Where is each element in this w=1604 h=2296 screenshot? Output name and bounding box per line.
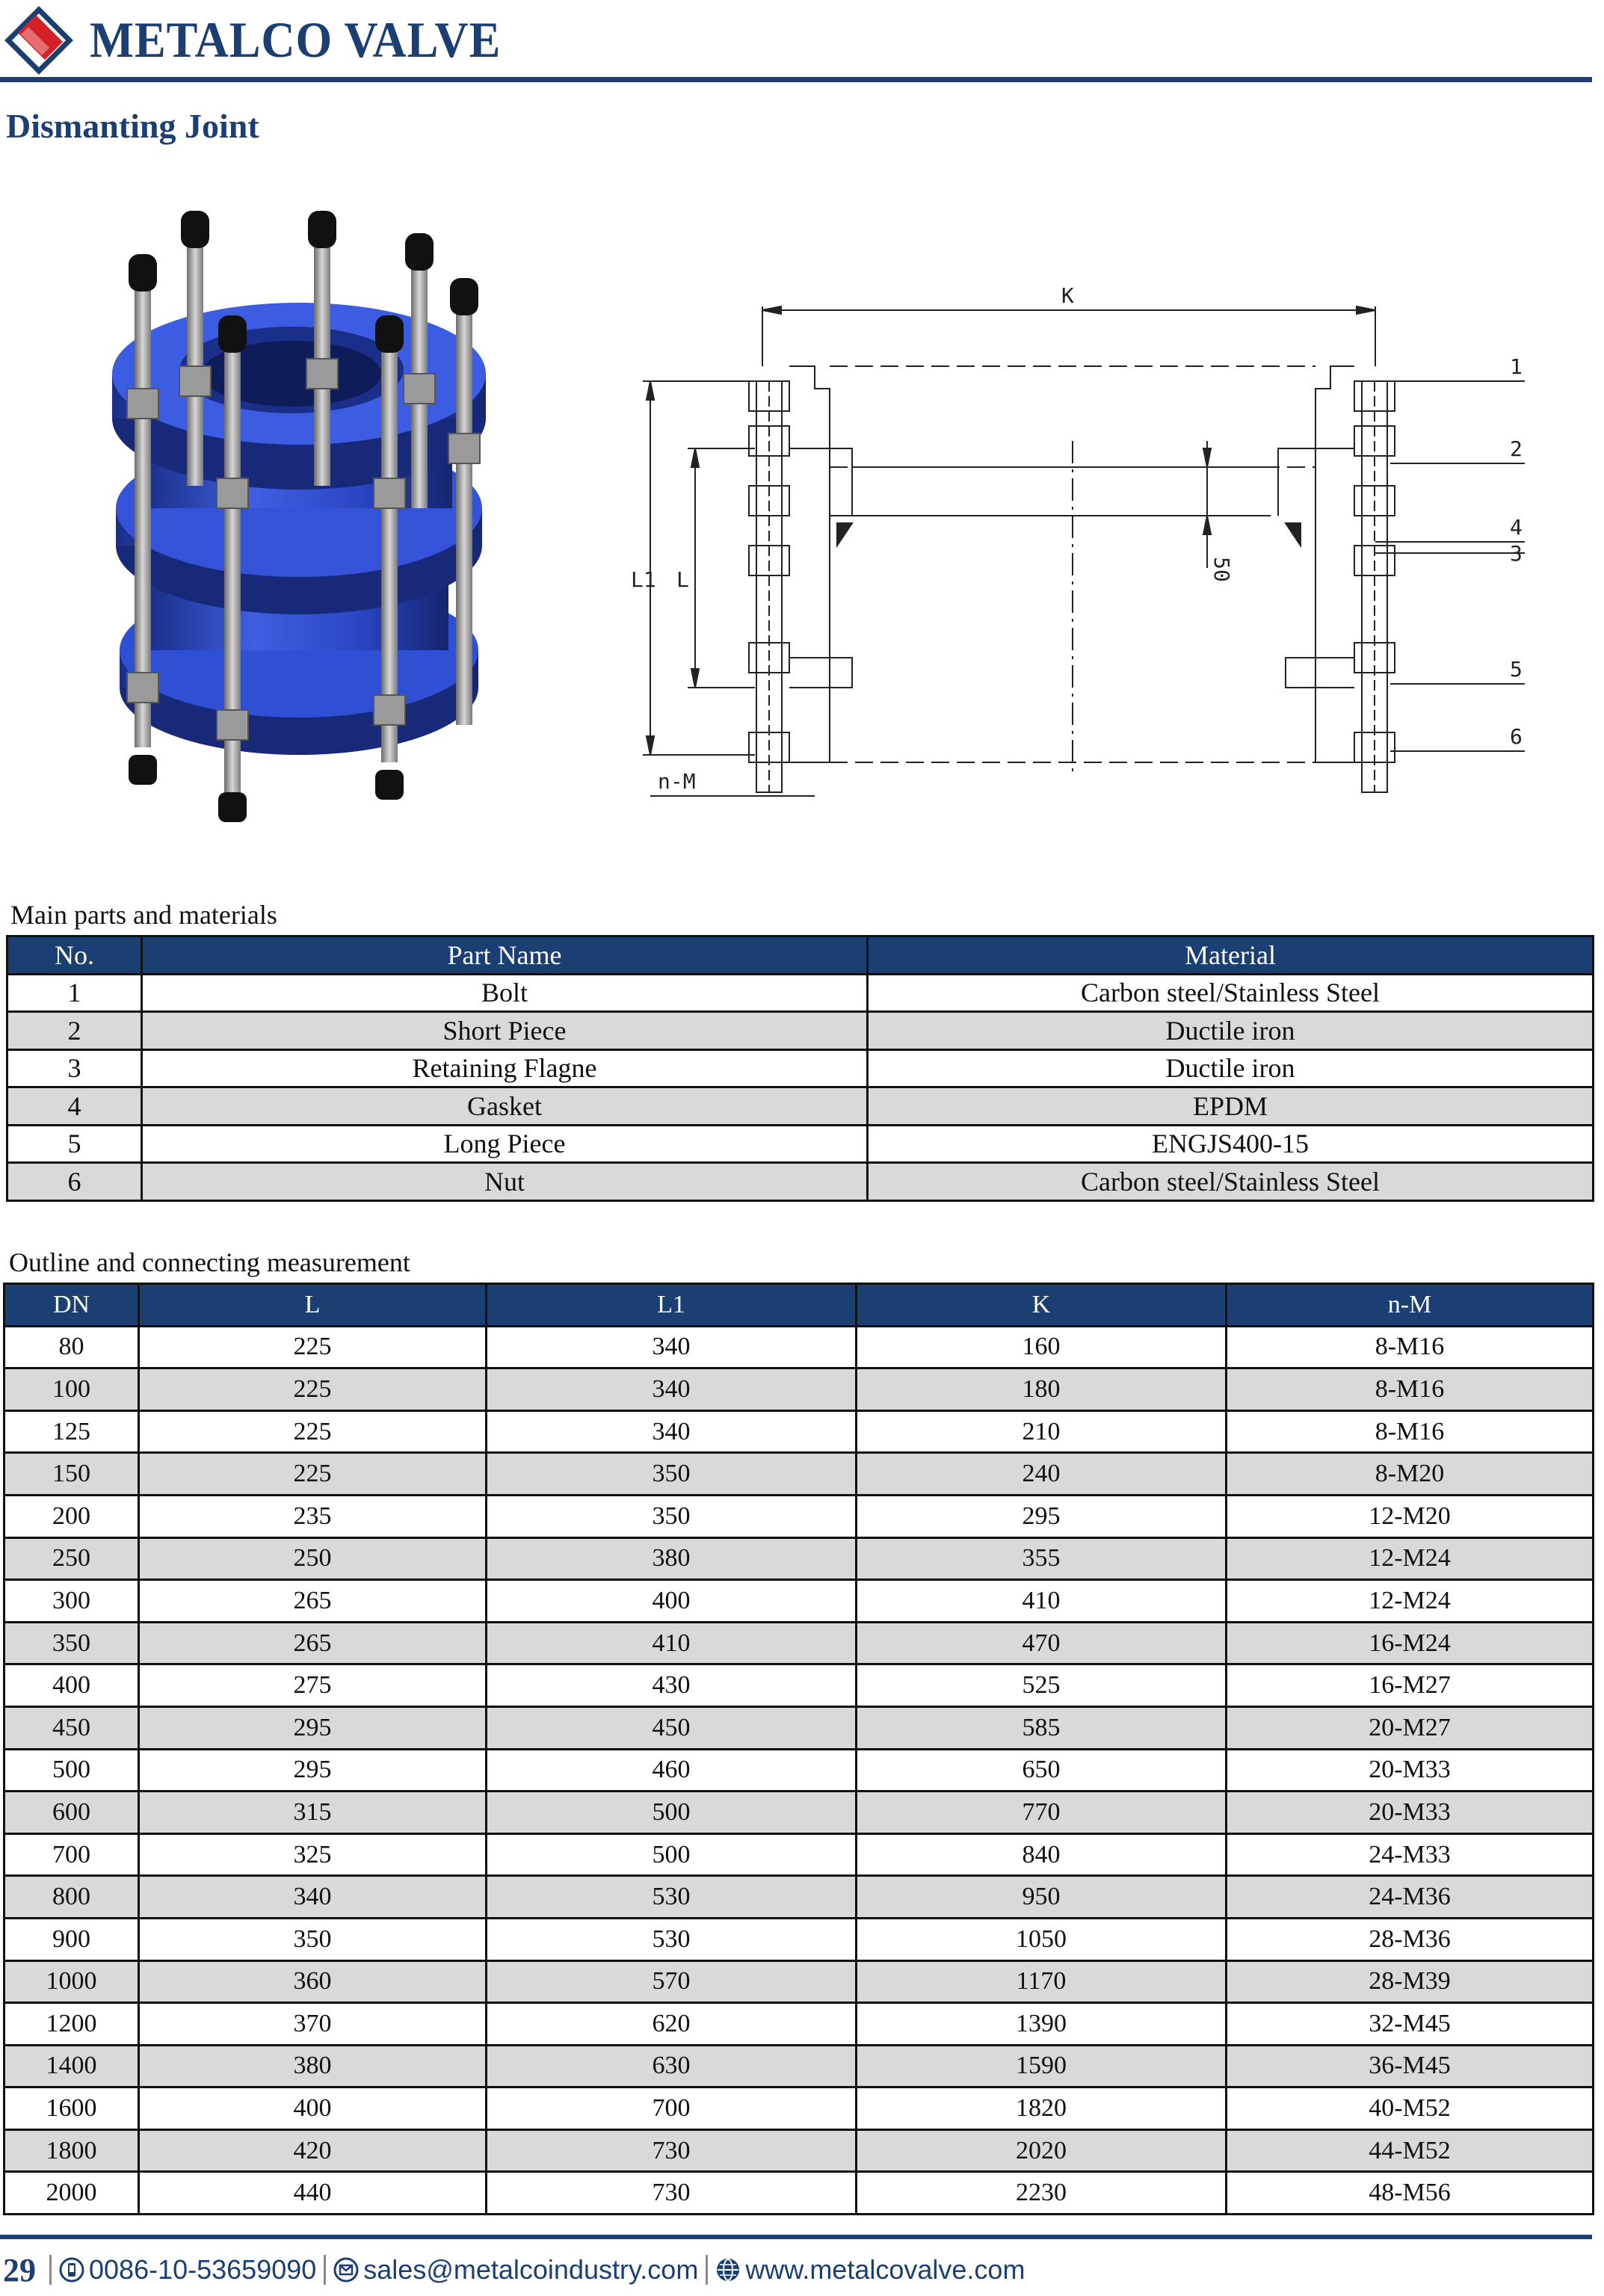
cell-l: 350 <box>139 1918 487 1960</box>
cell-material: Carbon steel/Stainless Steel <box>868 974 1594 1012</box>
cell-l1: 350 <box>487 1495 857 1537</box>
cell-l: 225 <box>139 1326 487 1368</box>
cell-l1: 410 <box>487 1622 857 1664</box>
cell-k: 950 <box>857 1876 1227 1919</box>
cell-dn: 800 <box>4 1876 139 1919</box>
callout-5: 5 <box>1510 657 1523 682</box>
cell-l: 340 <box>139 1876 487 1919</box>
cell-nm: 44-M52 <box>1227 2129 1594 2172</box>
page-footer <box>3 2250 1025 2290</box>
cell-k: 650 <box>857 1749 1227 1792</box>
cell-part-name: Retaining Flagne <box>142 1049 868 1087</box>
col-dn: DN <box>4 1284 139 1327</box>
parts-caption: Main parts and materials <box>10 900 277 930</box>
cell-nm: 40-M52 <box>1227 2087 1594 2130</box>
cell-l1: 730 <box>487 2172 857 2215</box>
label-L1: L1 <box>631 567 656 592</box>
cell-no: 5 <box>7 1125 142 1163</box>
product-photo <box>67 194 531 837</box>
cell-part-name: Gasket <box>142 1087 868 1126</box>
cell-l1: 380 <box>487 1537 857 1580</box>
cell-dn: 1200 <box>4 2003 139 2046</box>
cell-dn: 450 <box>4 1706 139 1749</box>
callout-4: 4 <box>1510 515 1523 540</box>
cell-l: 250 <box>139 1537 487 1580</box>
cell-dn: 1400 <box>4 2045 139 2087</box>
page-number: 29 <box>3 2251 36 2289</box>
cell-dn: 700 <box>4 1833 139 1876</box>
cell-nm: 32-M45 <box>1227 2003 1594 2046</box>
cell-l1: 620 <box>487 2003 857 2046</box>
table-row <box>4 2003 1594 2046</box>
cell-dn: 80 <box>4 1326 139 1368</box>
table-row <box>4 2087 1594 2130</box>
cell-l1: 630 <box>487 2045 857 2087</box>
footer-separator <box>324 2255 326 2285</box>
table-row <box>4 1918 1594 1960</box>
cell-l: 265 <box>139 1622 487 1664</box>
cell-dn: 1000 <box>4 1960 139 2003</box>
cell-nm: 20-M33 <box>1227 1749 1594 1792</box>
cell-l1: 530 <box>487 1876 857 1919</box>
footer-website[interactable]: www.metalcovalve.com <box>745 2254 1025 2285</box>
col-part-name: Part Name <box>142 936 868 975</box>
cell-dn: 2000 <box>4 2172 139 2215</box>
callout-3: 3 <box>1510 541 1523 566</box>
cell-l1: 500 <box>487 1833 857 1876</box>
page-title: Dismanting Joint <box>6 107 259 145</box>
cell-l1: 500 <box>487 1792 857 1834</box>
cell-k: 210 <box>857 1410 1227 1453</box>
diamond-logo-icon <box>3 4 75 76</box>
table-row <box>4 1749 1594 1792</box>
cell-l: 225 <box>139 1368 487 1411</box>
cell-k: 1050 <box>857 1918 1227 1960</box>
cell-dn: 125 <box>4 1410 139 1453</box>
cell-l1: 340 <box>487 1326 857 1368</box>
brand-name: METALCO VALVE <box>90 11 502 68</box>
cell-k: 295 <box>857 1495 1227 1537</box>
col-l1: L1 <box>487 1284 857 1327</box>
globe-icon <box>715 2257 741 2283</box>
table-row <box>4 1537 1594 1580</box>
measurement-caption: Outline and connecting measurement <box>9 1247 410 1277</box>
cell-l1: 460 <box>487 1749 857 1792</box>
callout-6: 6 <box>1510 724 1523 749</box>
table-row <box>4 2129 1594 2172</box>
cell-dn: 500 <box>4 1749 139 1792</box>
cell-l1: 350 <box>487 1453 857 1496</box>
table-row <box>4 1792 1594 1834</box>
cell-nm: 24-M33 <box>1227 1833 1594 1876</box>
col-no: No. <box>7 936 142 975</box>
table-row <box>4 1326 1594 1368</box>
cell-dn: 250 <box>4 1537 139 1580</box>
cell-l1: 730 <box>487 2129 857 2172</box>
parts-header-row <box>7 936 1594 975</box>
label-stroke: 50 <box>1209 557 1234 582</box>
label-nM: n-M <box>658 769 696 794</box>
cell-nm: 16-M24 <box>1227 1622 1594 1664</box>
cell-k: 355 <box>857 1537 1227 1580</box>
cell-k: 1590 <box>857 2045 1227 2087</box>
cell-part-name: Short Piece <box>142 1012 868 1050</box>
cell-material: EPDM <box>868 1087 1594 1126</box>
cell-l: 325 <box>139 1833 487 1876</box>
cell-l: 370 <box>139 2003 487 2046</box>
measurement-table <box>3 1283 1594 2215</box>
col-material: Material <box>868 936 1594 975</box>
cell-l1: 570 <box>487 1960 857 2003</box>
cell-nm: 36-M45 <box>1227 2045 1594 2087</box>
cell-no: 6 <box>7 1163 142 1201</box>
cell-material: Ductile iron <box>868 1049 1594 1087</box>
cell-k: 240 <box>857 1453 1227 1496</box>
label-L: L <box>676 567 689 592</box>
table-row <box>4 1664 1594 1707</box>
cell-part-name: Bolt <box>142 974 868 1012</box>
cell-l: 315 <box>139 1792 487 1834</box>
cell-dn: 100 <box>4 1368 139 1411</box>
cell-dn: 200 <box>4 1495 139 1537</box>
cell-l: 265 <box>139 1580 487 1623</box>
cell-dn: 1800 <box>4 2129 139 2172</box>
cell-nm: 8-M20 <box>1227 1453 1594 1496</box>
footer-phone[interactable]: 0086-10-53659090 <box>89 2254 317 2285</box>
page-header <box>0 0 1604 84</box>
cell-dn: 350 <box>4 1622 139 1664</box>
table-row <box>7 974 1594 1012</box>
footer-separator <box>49 2255 52 2285</box>
cell-nm: 20-M27 <box>1227 1706 1594 1749</box>
col-nm: n-M <box>1227 1284 1594 1327</box>
table-row <box>7 1087 1594 1126</box>
callout-2: 2 <box>1510 436 1523 461</box>
label-K: K <box>1061 283 1074 308</box>
table-row <box>4 1368 1594 1411</box>
cell-dn: 400 <box>4 1664 139 1707</box>
cell-l: 380 <box>139 2045 487 2087</box>
table-row <box>7 1049 1594 1087</box>
cell-l1: 430 <box>487 1664 857 1707</box>
cell-l1: 340 <box>487 1368 857 1411</box>
table-row <box>4 1833 1594 1876</box>
cell-no: 2 <box>7 1012 142 1050</box>
cell-k: 585 <box>857 1706 1227 1749</box>
col-k: K <box>857 1284 1227 1327</box>
cell-no: 4 <box>7 1087 142 1126</box>
table-row <box>7 1163 1594 1201</box>
cell-dn: 1600 <box>4 2087 139 2130</box>
cell-nm: 8-M16 <box>1227 1326 1594 1368</box>
cell-part-name: Nut <box>142 1163 868 1201</box>
table-row <box>4 1622 1594 1664</box>
cell-l: 235 <box>139 1495 487 1537</box>
cell-l: 225 <box>139 1453 487 1496</box>
cell-nm: 28-M39 <box>1227 1960 1594 2003</box>
cell-l1: 400 <box>487 1580 857 1623</box>
cell-l: 295 <box>139 1706 487 1749</box>
cell-k: 160 <box>857 1326 1227 1368</box>
cell-dn: 900 <box>4 1918 139 1960</box>
cell-nm: 12-M24 <box>1227 1537 1594 1580</box>
table-row <box>4 2045 1594 2087</box>
cell-l: 225 <box>139 1410 487 1453</box>
cell-material: Carbon steel/Stainless Steel <box>868 1163 1594 1201</box>
table-row <box>4 1960 1594 2003</box>
cell-l: 420 <box>139 2129 487 2172</box>
cell-part-name: Long Piece <box>142 1125 868 1163</box>
cell-l1: 450 <box>487 1706 857 1749</box>
col-l: L <box>139 1284 487 1327</box>
cell-nm: 24-M36 <box>1227 1876 1594 1919</box>
cell-dn: 300 <box>4 1580 139 1623</box>
table-row <box>4 1580 1594 1623</box>
table-row <box>4 1410 1594 1453</box>
table-row <box>4 1706 1594 1749</box>
header-divider <box>0 77 1592 82</box>
cell-l: 400 <box>139 2087 487 2130</box>
cell-k: 770 <box>857 1792 1227 1834</box>
cell-dn: 150 <box>4 1453 139 1496</box>
table-row <box>4 1876 1594 1919</box>
cell-k: 2020 <box>857 2129 1227 2172</box>
email-icon <box>333 2257 359 2283</box>
table-row <box>4 1453 1594 1496</box>
cell-k: 470 <box>857 1622 1227 1664</box>
measurement-header-row <box>4 1284 1594 1327</box>
cell-no: 1 <box>7 974 142 1012</box>
cell-nm: 12-M20 <box>1227 1495 1594 1537</box>
phone-icon <box>59 2257 84 2283</box>
cell-no: 3 <box>7 1049 142 1087</box>
cell-nm: 48-M56 <box>1227 2172 1594 2215</box>
table-row <box>7 1012 1594 1050</box>
cell-k: 1390 <box>857 2003 1227 2046</box>
parts-table <box>6 935 1594 1202</box>
footer-email[interactable]: sales@metalcoindustry.com <box>363 2254 699 2285</box>
cell-nm: 28-M36 <box>1227 1918 1594 1960</box>
technical-drawing <box>628 269 1555 807</box>
cell-l: 295 <box>139 1749 487 1792</box>
cell-nm: 20-M33 <box>1227 1792 1594 1834</box>
cell-k: 180 <box>857 1368 1227 1411</box>
cell-nm: 12-M24 <box>1227 1580 1594 1623</box>
cell-l: 360 <box>139 1960 487 2003</box>
cell-k: 1820 <box>857 2087 1227 2130</box>
table-row <box>4 1495 1594 1537</box>
table-row <box>4 2172 1594 2215</box>
cell-nm: 8-M16 <box>1227 1368 1594 1411</box>
callout-1: 1 <box>1510 354 1523 379</box>
cell-k: 1170 <box>857 1960 1227 2003</box>
cell-k: 840 <box>857 1833 1227 1876</box>
cell-material: ENGJS400-15 <box>868 1125 1594 1163</box>
cell-k: 2230 <box>857 2172 1227 2215</box>
table-row <box>7 1125 1594 1163</box>
cell-dn: 600 <box>4 1792 139 1834</box>
cell-nm: 16-M27 <box>1227 1664 1594 1707</box>
cell-l: 275 <box>139 1664 487 1707</box>
cell-l1: 340 <box>487 1410 857 1453</box>
cell-nm: 8-M16 <box>1227 1410 1594 1453</box>
cell-k: 410 <box>857 1580 1227 1623</box>
cell-material: Ductile iron <box>868 1012 1594 1050</box>
cell-l1: 700 <box>487 2087 857 2130</box>
cell-k: 525 <box>857 1664 1227 1707</box>
footer-separator <box>706 2255 708 2285</box>
cell-l1: 530 <box>487 1918 857 1960</box>
footer-divider <box>0 2235 1592 2239</box>
cell-l: 440 <box>139 2172 487 2215</box>
